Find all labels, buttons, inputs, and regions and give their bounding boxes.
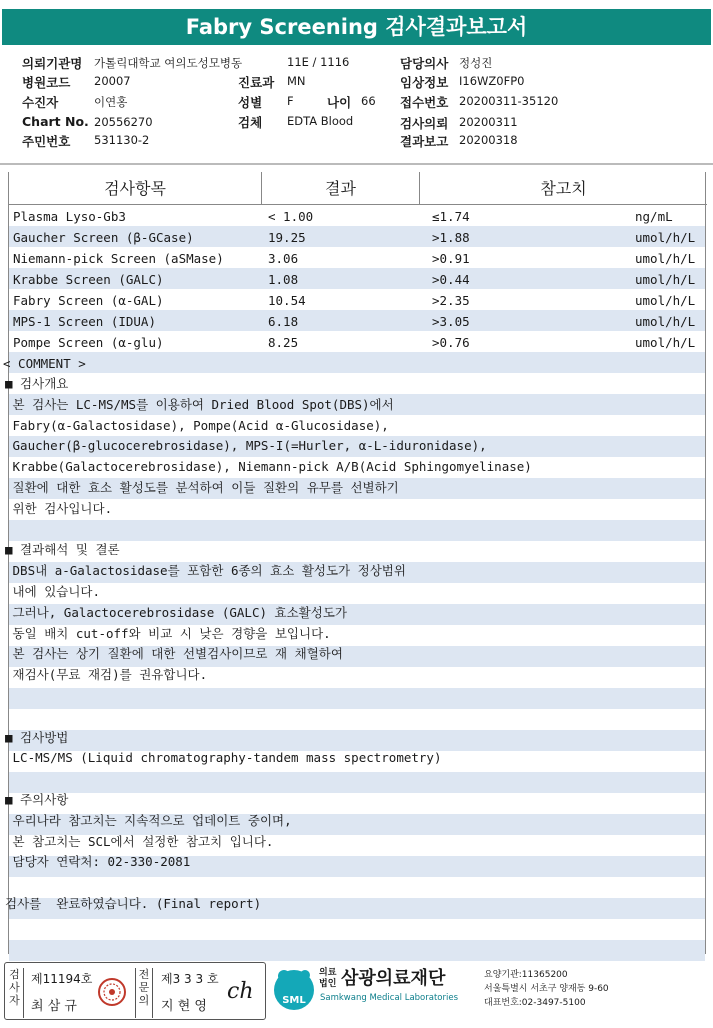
result-value: 6.18 — [268, 314, 299, 329]
recipient-label: 수진자 — [22, 95, 59, 110]
result-item: Gaucher Screen (β-GCase) — [13, 230, 194, 245]
sml-logo-icon — [272, 966, 316, 1014]
specimen-value: EDTA Blood — [287, 114, 354, 128]
reference-unit: umol/h/L — [635, 335, 696, 350]
reference-unit: umol/h/L — [635, 230, 696, 245]
result-item: Krabbe Screen (GALC) — [13, 272, 164, 287]
reference-range: >2.35 — [432, 293, 470, 308]
org-address: 서울특별시 서초구 양재동 9-60 — [484, 984, 609, 994]
result-value: 10.54 — [268, 293, 306, 308]
comment-line: DBS내 a-Galactosidase를 포함한 6종의 효소 활성도가 정상범위 — [5, 563, 406, 579]
signature-box — [4, 962, 266, 1020]
department-label: 진료과 — [238, 75, 275, 90]
comment-line: LC-MS/MS (Liquid chromatography-tandem mass spectrometry) — [5, 750, 442, 766]
comment-line: ■ 결과해석 및 결론 — [5, 542, 120, 558]
hospital-code-label: 병원코드 — [22, 75, 71, 90]
reference-range: >0.91 — [432, 251, 470, 266]
row-stripe — [9, 772, 705, 793]
column-header-reference: 참고치 — [420, 172, 707, 205]
age-value: 66 — [361, 94, 376, 108]
request-date-value: 20200311 — [459, 115, 518, 129]
specialist-label: 전문의 — [135, 968, 153, 1018]
examiner-license: 제11194호 — [31, 972, 93, 986]
comment-line: 담당자 연락처: 02-330-2081 — [5, 854, 191, 870]
receipt-no-value: 20200311-35120 — [459, 94, 559, 108]
column-header-item: 검사항목 — [9, 172, 261, 205]
comment-line: ■ 검사방법 — [5, 729, 69, 745]
specialist-name: 지 현 영 — [161, 999, 207, 1014]
column-header-result: 결과 — [262, 172, 419, 205]
doctor-value: 정성진 — [459, 56, 493, 70]
report-date-value: 20200318 — [459, 133, 518, 147]
result-value: 19.25 — [268, 230, 306, 245]
comment-line: Gaucher(β-glucocerebrosidase), MPS-I(=Hurler, α-L-iduronidase), — [5, 438, 487, 454]
specialist-signature: ch — [227, 979, 254, 1004]
reference-range: >1.88 — [432, 230, 470, 245]
reference-range: >0.76 — [432, 335, 470, 350]
comment-line: 내에 있습니다. — [5, 584, 101, 599]
result-item: Niemann-pick Screen (aSMase) — [13, 251, 224, 266]
reference-unit: umol/h/L — [635, 272, 696, 287]
result-value: 8.25 — [268, 335, 299, 350]
specialist-license: 제3 3 3 호 — [161, 972, 219, 986]
org-name: 삼광의료재단 — [341, 968, 446, 989]
row-stripe — [9, 919, 705, 940]
care-institution: 요양기관:11365200 — [484, 970, 568, 980]
request-date-label: 검사의뢰 — [400, 116, 449, 131]
comment-line: 질환에 대한 효소 활성도를 분석하여 이들 질환의 유무를 선별하기 — [5, 480, 399, 495]
comment-line: 그러나, Galactocerebrosidase (GALC) 효소활성도가 — [5, 604, 347, 620]
row-stripe — [9, 373, 705, 394]
comment-line: 재검사(무료 재검)를 권유합니다. — [5, 667, 208, 683]
chart-no-label: Chart No. — [22, 114, 89, 129]
chart-no-value: 20556270 — [94, 115, 153, 129]
comment-header: < COMMENT > — [3, 356, 86, 371]
examiner-seal-icon — [97, 977, 127, 1007]
comment-line: ■ 주의사항 — [5, 792, 69, 807]
result-value: 1.08 — [268, 272, 299, 287]
doctor-label: 담당의사 — [400, 56, 449, 71]
age-label: 나이 — [327, 95, 352, 110]
result-item: MPS-1 Screen (IDUA) — [13, 314, 156, 329]
id-no-value: 531130-2 — [94, 133, 150, 147]
comment-line: 본 참고치는 SCL에서 설정한 참고치 입니다. — [5, 833, 274, 849]
org-phone: 대표번호:02-3497-5100 — [484, 998, 586, 1008]
comment-line: 검사를 완료하였습니다. (Final report) — [5, 896, 262, 911]
comment-line: 본 검사는 LC-MS/MS를 이용하여 Dried Blood Spot(DBS)에서 — [5, 396, 394, 412]
row-stripe — [9, 940, 705, 961]
ward-value: 11E / 1116 — [287, 55, 350, 69]
department-value: MN — [287, 74, 306, 88]
result-value: 3.06 — [268, 251, 299, 266]
org-type: 의료 법인 — [319, 968, 337, 989]
reference-range: >0.44 — [432, 272, 470, 287]
row-stripe — [9, 352, 705, 373]
header-divider — [0, 163, 713, 165]
comment-line: 동일 배치 cut-off와 비교 시 낮은 경향을 보입니다. — [5, 625, 331, 641]
institution-label: 의뢰기관명 — [22, 56, 83, 71]
results-panel — [3, 172, 706, 954]
row-stripe — [9, 499, 705, 520]
org-english: Samkwang Medical Laboratories — [320, 993, 459, 1003]
comment-line: ■ 검사개요 — [5, 376, 69, 391]
sex-label: 성별 — [238, 95, 263, 110]
institution-value: 가톨릭대학교 여의도성모병동 — [94, 56, 243, 70]
clinical-info-label: 임상정보 — [400, 75, 449, 90]
reference-unit: umol/h/L — [635, 314, 696, 329]
report-footer — [0, 962, 713, 1022]
result-value: < 1.00 — [268, 209, 314, 224]
clinical-info-value: I16WZ0FP0 — [459, 74, 525, 88]
id-no-label: 주민번호 — [22, 134, 71, 149]
reference-range: >3.05 — [432, 314, 470, 329]
reference-range: ≤1.74 — [432, 209, 470, 224]
sex-value: F — [287, 94, 294, 108]
row-stripe — [9, 688, 705, 709]
reference-unit: umol/h/L — [635, 251, 696, 266]
comment-line: 본 검사는 상기 질환에 대한 선별검사이므로 재 채혈하여 — [5, 646, 343, 662]
reference-unit: ng/mL — [635, 209, 673, 224]
examiner-label: 검사자 — [6, 968, 24, 1018]
logo-text: SML — [282, 995, 306, 1006]
result-item: Plasma Lyso-Gb3 — [13, 209, 126, 224]
specimen-label: 검체 — [238, 115, 263, 130]
recipient-value: 이연홍 — [94, 95, 128, 109]
result-item: Pompe Screen (α-glu) — [13, 335, 164, 350]
comment-line: Fabry(α-Galactosidase), Pompe(Acid α-Glucosidase), — [5, 417, 389, 433]
row-stripe — [9, 709, 705, 730]
result-item: Fabry Screen (α-GAL) — [13, 293, 164, 308]
report-date-label: 결과보고 — [400, 134, 449, 149]
row-stripe — [9, 520, 705, 541]
comment-line: Krabbe(Galactocerebrosidase), Niemann-pick A/B(Acid Sphingomyelinase) — [5, 459, 532, 475]
report-title: Fabry Screening 검사결과보고서 — [2, 9, 711, 45]
hospital-code-value: 20007 — [94, 74, 131, 88]
comment-line: 우리나라 참고치는 지속적으로 업데이트 중이며, — [5, 812, 292, 828]
reference-unit: umol/h/L — [635, 293, 696, 308]
comment-line: 위한 검사입니다. — [5, 500, 113, 516]
examiner-name: 최 삼 규 — [31, 999, 77, 1014]
patient-info — [0, 52, 713, 162]
receipt-no-label: 접수번호 — [400, 95, 449, 110]
